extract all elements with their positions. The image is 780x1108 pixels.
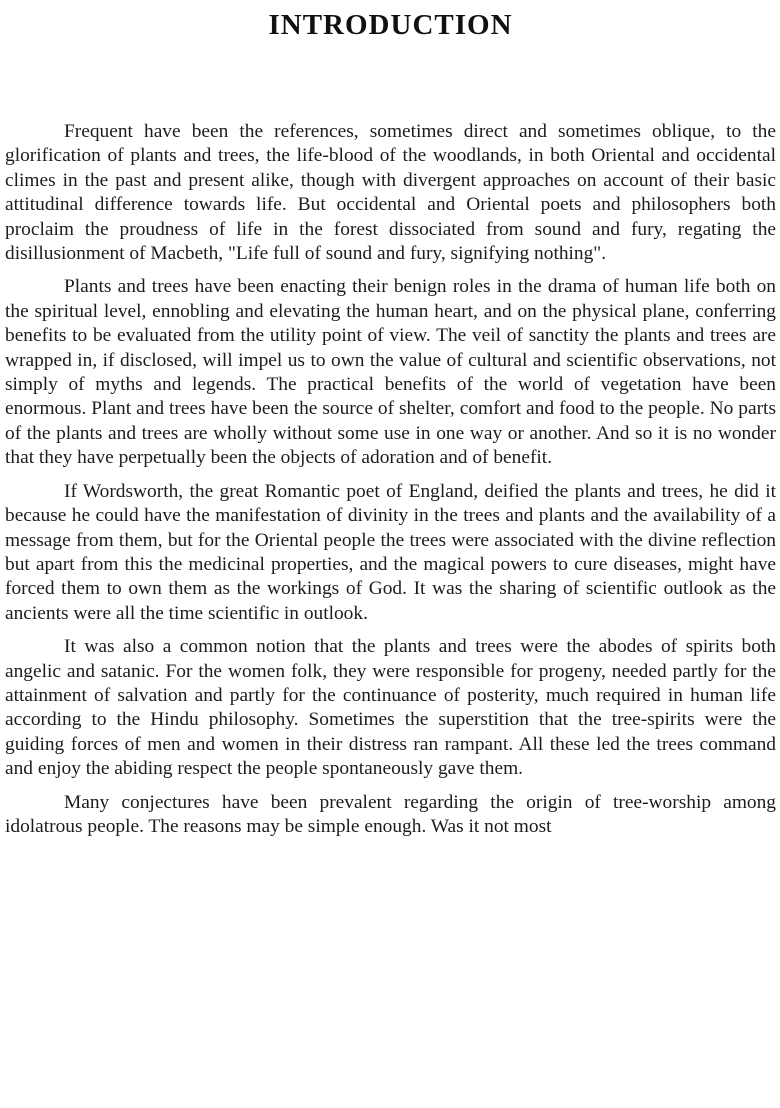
paragraph-3: If Wordsworth, the great Romantic poet of England, deified the plants and trees, he did it because he could have the manifestation of divinity in the trees and plants and the availability of a message from them, but for the Oriental people the trees were associated with the divine reflection but apart from this the medicinal properties, and the magical powers to cure diseases, might have forced them to own them as the workings of God. It was the sharing of scientific outlook as the ancients were all the time scientific in outlook. — [5, 480, 776, 624]
paragraph-4: It was also a common notion that the plants and trees were the abodes of spirits both angelic and satanic. For the women folk, they were responsible for progeny, needed partly for the attainment of salvation and partly for the continuance of posterity, much required in human life according to the Hindu philosophy. Sometimes the superstition that the tree-spirits were the guiding forces of men and women in their distress ran rampant. All these led the trees command and enjoy the abiding respect the people spontaneously gave them. — [5, 636, 776, 780]
paragraph-2: Plants and trees have been enacting their benign roles in the drama of human life both on the spiritual level, ennobling and elevating the human heart, and on the physical plane, conferring benefits to be evaluated from the utility point of view. The veil of sanctity the plants and trees are wrapped in, if disclosed, will impel us to own the value of cultural and scientific observations, not simply of myths and legends. The practical benefits of the world of vegetation have been enormous. Plant and trees have been the source of shelter, comfort and food to the people. No parts of the plants and trees are wholly without some use in one way or another. And so it is no wonder that they have perpetually been the objects of adoration and of benefit. — [5, 276, 776, 469]
page-title: INTRODUCTION — [268, 9, 513, 41]
body-text — [5, 120, 776, 839]
paragraph-1: Frequent have been the references, sometimes direct and sometimes oblique, to the glorification of plants and trees, the life-blood of the woodlands, in both Oriental and occidental climes in the past and present alike, though with divergent approaches on account of their basic attitudinal difference towards life. But occidental and Oriental poets and philosophers both proclaim the proudness of life in the forest dissociated from sound and fury, regating the disillusionment of Macbeth, "Life full of sound and fury, signifying nothing". — [5, 121, 776, 265]
paragraph-5: Many conjectures have been prevalent regarding the origin of tree-worship among idolatrous people. The reasons may be simple enough. Was it not most — [5, 791, 776, 837]
